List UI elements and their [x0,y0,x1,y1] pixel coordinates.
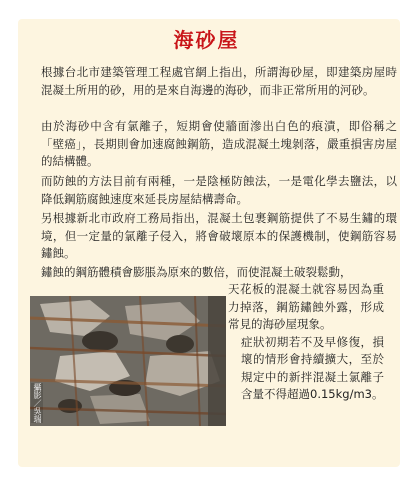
paragraph-5-continued [228,281,384,404]
paragraph-4: 另根據新北市政府工務局指出，混凝土包裹鋼筋提供了不易生鏽的環境，但一定量的氯離子侵入，將會破壞原本的保護機制，使鋼筋容易鏽蝕。 [41,211,397,260]
paragraph-1: 根據台北市建築管理工程處官網上指出，所謂海砂屋，即建築房屋時混凝土所用的砂，用的是來自海邊的海砂，而非正常所用的河砂。 [41,65,397,97]
paragraph-5-tail: 天花板的混凝土就容易因為重力掉落，鋼筋鏽蝕外露，形成常見的海砂屋現象。 [228,282,384,331]
corroded-ceiling-photo [30,296,226,426]
paragraph-2: 由於海砂中含有氯離子，短期會使牆面滲出白色的痕漬，即俗稱之「壁癌」，長期則會加速腐蝕鋼筋，造成混凝土塊剝落，嚴重損害房屋的結構體。 [41,119,397,168]
paragraph-5-lead: 鏽蝕的鋼筋體積會膨脹為原來的數倍，而使混凝土破裂鬆動， [41,265,352,279]
article-title: 海砂屋 [173,28,240,52]
paragraph-6: 症狀初期若不及早修復，損壞的情形會持續擴大，至於規定中的新拌混凝土氯離子含量不得超過0.15kg/m3。 [241,334,384,401]
paragraph-3: 而防蝕的方法目前有兩種，一是陰極防蝕法，一是電化學去鹽法，以降低鋼筋腐蝕速度來延長房屋結構壽命。 [41,174,397,206]
photo-credit: 攝影／吳瑞 [33,383,42,423]
